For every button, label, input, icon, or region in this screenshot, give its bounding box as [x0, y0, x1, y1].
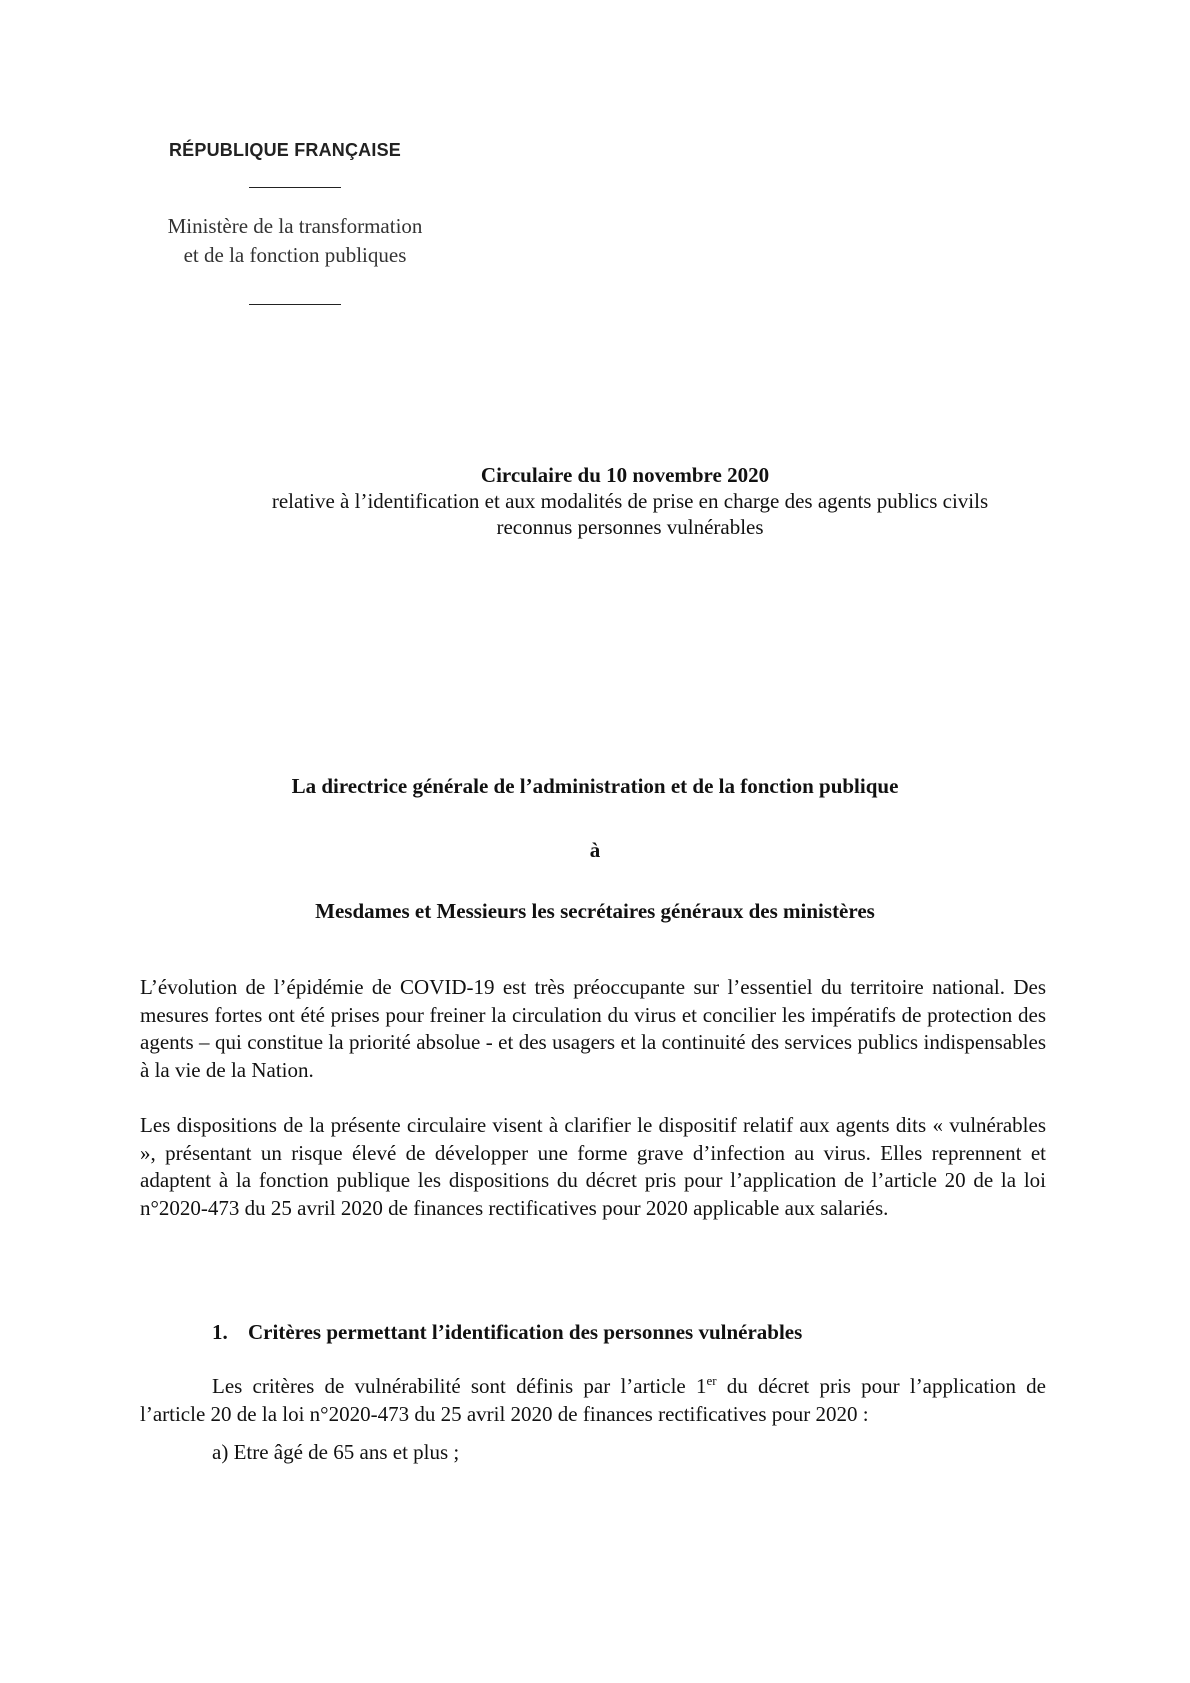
superscript-er: er	[706, 1373, 717, 1388]
ministry-name-line2: et de la fonction publiques	[183, 243, 407, 267]
section-title: Critères permettant l’identification des personnes vulnérables	[248, 1320, 803, 1344]
circular-subtitle-line2: reconnus personnes vulnérables	[496, 515, 764, 539]
paragraph-dispositions: Les dispositions de la présente circulaire visent à clarifier le dispositif relatif aux agents dits « vulnérables », présentant un risque élevé de développer une forme grave d’infection au virus. Elles reprennent et adaptent à la fonction publique les dispositions du décret pris pour l’application de l’article 20 de la loi n°2020-473 du 25 avril 2020 de finances rectificatives pour 2020 applicable aux salariés.	[140, 1113, 1046, 1220]
paragraph-intro: L’évolution de l’épidémie de COVID-19 est très préoccupante sur l’essentiel du territoire national. Des mesures fortes ont été prises pour freiner la circulation du virus et concilier les impératifs de protection des agents – qui constitue la priorité absolue - et des usagers et la continuité des services publics indispensables à la vie de la Nation.	[140, 975, 1046, 1082]
circular-subtitle-line1: relative à l’identification et aux modalités de prise en charge des agents publics civils	[271, 489, 989, 513]
addressing-a: à	[589, 838, 601, 862]
letterhead	[140, 140, 450, 305]
section-number: 1.	[212, 1320, 228, 1344]
sender-line: La directrice générale de l’administration et de la fonction publique	[291, 774, 899, 798]
circular-title-block	[200, 462, 1060, 540]
circular-title: Circulaire du 10 novembre 2020	[480, 463, 770, 487]
recipient-line: Mesdames et Messieurs les secrétaires généraux des ministères	[315, 899, 875, 923]
letterhead-divider	[249, 187, 341, 188]
list-item: a) Etre âgé de 65 ans et plus ;	[212, 1440, 460, 1464]
republique-francaise-label: RÉPUBLIQUE FRANÇAISE	[168, 140, 401, 160]
letterhead-divider	[249, 304, 341, 305]
ministry-name-line1: Ministère de la transformation	[167, 214, 423, 238]
paragraph-criteria-text-cont: du décret pris pour l’application de l’article 20 de la loi n°2020-473 du 25 avril 2020 de finances rectificatives pour 2020 :	[140, 1374, 1047, 1426]
paragraph-criteria	[140, 1373, 1046, 1428]
section-heading	[212, 1320, 802, 1345]
ministry-name	[140, 212, 450, 270]
paragraph-criteria-text: Les critères de vulnérabilité sont définis par l’article 1	[212, 1374, 707, 1398]
